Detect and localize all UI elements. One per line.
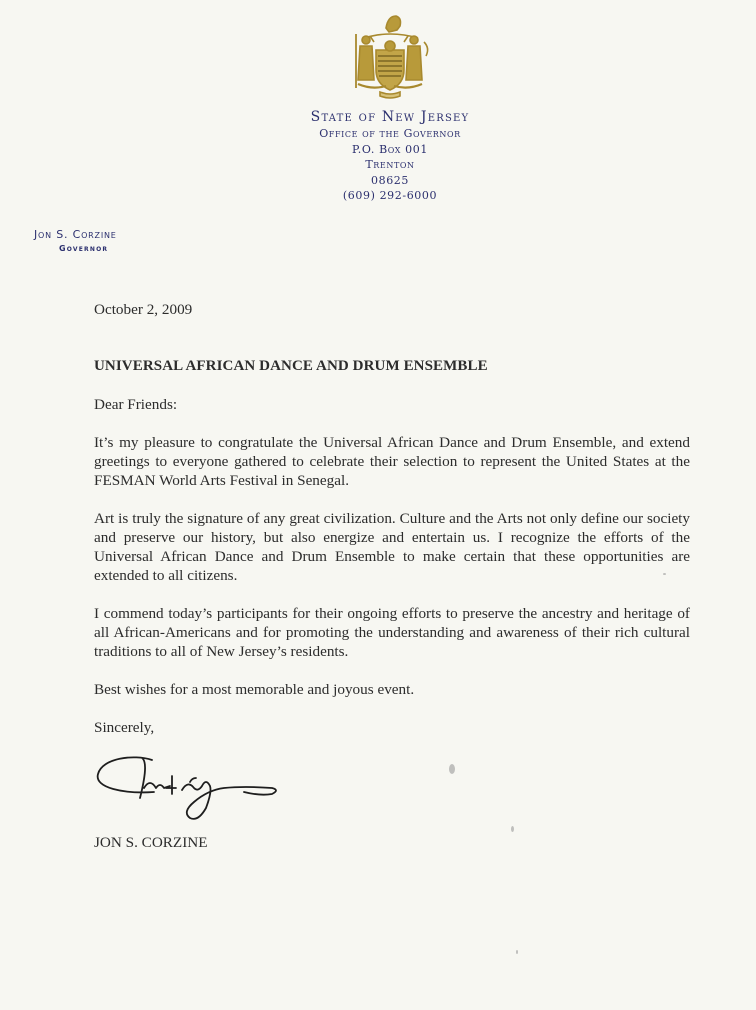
handwritten-signature-icon: [94, 752, 334, 836]
letter-closing: Sincerely,: [94, 719, 155, 736]
signer-name: JON S. CORZINE: [94, 834, 208, 851]
scan-speck: [449, 764, 455, 774]
letter-date: October 2, 2009: [94, 301, 193, 318]
governor-title: Governor: [59, 244, 109, 253]
scan-speck: [516, 950, 518, 954]
letter-body: [94, 300, 690, 737]
letter-subject: UNIVERSAL AFRICAN DANCE AND DRUM ENSEMBLE: [94, 358, 488, 374]
letter-salutation: Dear Friends:: [94, 396, 178, 413]
letterhead-phone: (609) 292-6000: [342, 189, 438, 202]
letter-paragraph: It’s my pleasure to congratulate the Universal African Dance and Drum Ensemble, and extend greetings to everyone gathered to celebrate their selection to represent the United States at the FESMAN World Arts Festival in Senegal.: [94, 434, 690, 489]
governor-name: Jon S. Corzine: [34, 228, 117, 241]
letter-paragraph: Art is truly the signature of any great civilization. Culture and the Arts not only define our society and preserve our history, but also energize and entertain us. I recognize the efforts of the Universal African Dance and Drum Ensemble to make certain that these opportunities are extended to all citizens.: [94, 510, 690, 584]
scan-speck: [511, 826, 514, 832]
letter-paragraph: I commend today’s participants for their ongoing efforts to preserve the ancestry and heritage of all African-Americans and for promoting the understanding and awareness of their rich cultural traditions to all of New Jersey’s residents.: [94, 605, 690, 660]
letterhead-city: Trenton: [365, 158, 415, 171]
letterhead-office: Office of the Governor: [319, 127, 461, 140]
letterhead: [240, 108, 540, 204]
scan-speck: [663, 573, 666, 575]
governor-block: [34, 228, 117, 253]
letterhead-zip: 08625: [371, 173, 409, 187]
letter-paragraph: Best wishes for a most memorable and joyous event.: [94, 681, 415, 698]
letterhead-po-box: P.O. Box 001: [352, 142, 428, 156]
state-seal-icon: [346, 8, 434, 104]
letterhead-state: State of New Jersey: [310, 109, 470, 125]
